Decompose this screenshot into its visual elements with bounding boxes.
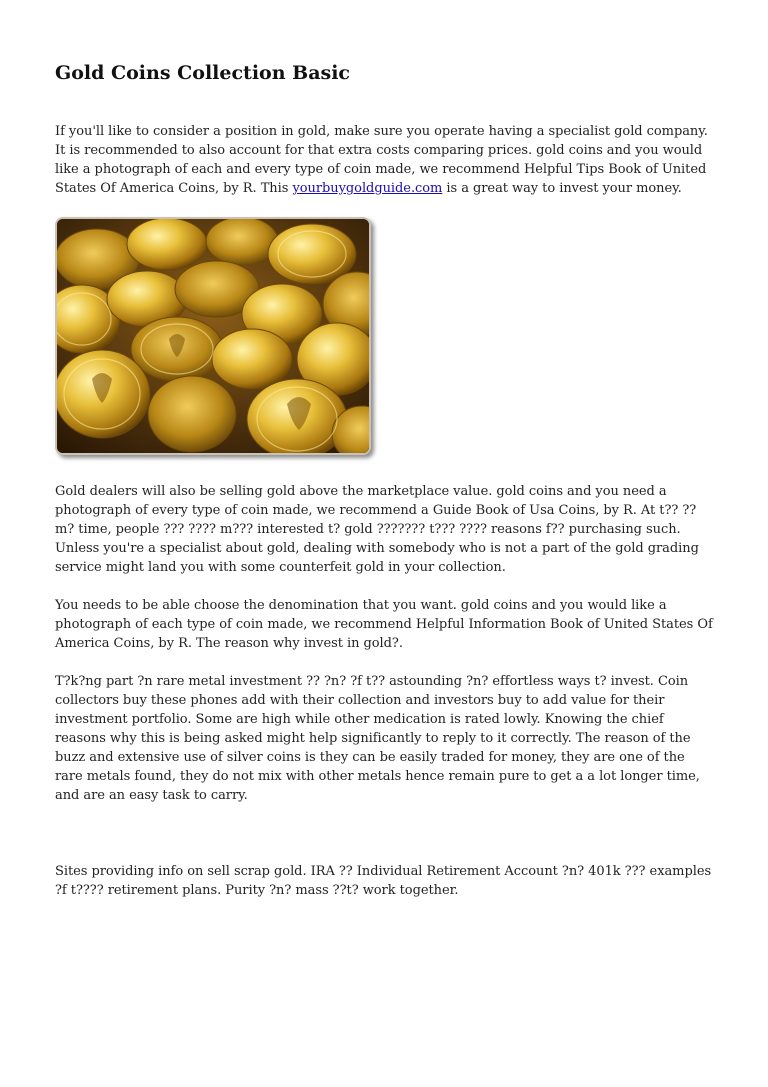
paragraph-investment: T?k?ng part ?n rare metal investment ?? ?n? ?f t?? astounding ?n? effortless ways t? invest. Coin collectors buy these phones add with their collection and investors buy to add value for their investment portfolio. Some are high while other medication is rated lowly. Knowing the chief reasons why this is being asked might help significantly to reply to it correctly. The reason of the buzz and extensive use of silver coins is they can be easily traded for money, they are one of the rare metals found, they do not mix with other metals hence remain pure to get a a lot longer time, and are an easy task to carry. [55,674,700,803]
page-title: Gold Coins Collection Basic [55,62,350,84]
paragraph-denomination: You needs to be able choose the denomination that you want. gold coins and you would like a photograph of each type of coin made, we recommend Helpful Information Book of United States Of America Coins, by R. The reason why invest in gold?. [55,598,713,651]
paragraph-dealers: Gold dealers will also be selling gold above the marketplace value. gold coins and you need a photograph of every type of coin made, we recommend a Guide Book of Usa Coins, by R. At t?? ??m? time, people ??? ???? m??? interested t? gold ??????? t??? ???? reasons f?? purchasing such. Unless you're a specialist about gold, dealing with somebody who is not a part of the gold grading service might land you with some counterfeit gold in your collection. [55,484,699,575]
paragraph-intro-text-after: is a great way to invest your money. [442,181,682,196]
paragraph-intro-text-before: If you'll like to consider a position in gold, make sure you operate having a specialist gold company. It is recommended to also account for that extra costs comparing prices. gold coins and you would like a photograph of each and every type of coin made, we recommend Helpful Tips Book of United States Of America Coins, by R. This [55,124,708,196]
yourbuygoldguide-link[interactable]: yourbuygoldguide.com [292,181,443,196]
paragraph-intro [55,122,715,198]
paragraph-scrap-gold: Sites providing info on sell scrap gold. IRA ?? Individual Retirement Account ?n? 401k ??? examples ?f t???? retirement plans. Purity ?n? mass ??t? work together. [55,864,712,898]
document-page [55,60,715,900]
gold-coins-illustration [57,219,369,453]
gold-coins-image [55,217,371,455]
